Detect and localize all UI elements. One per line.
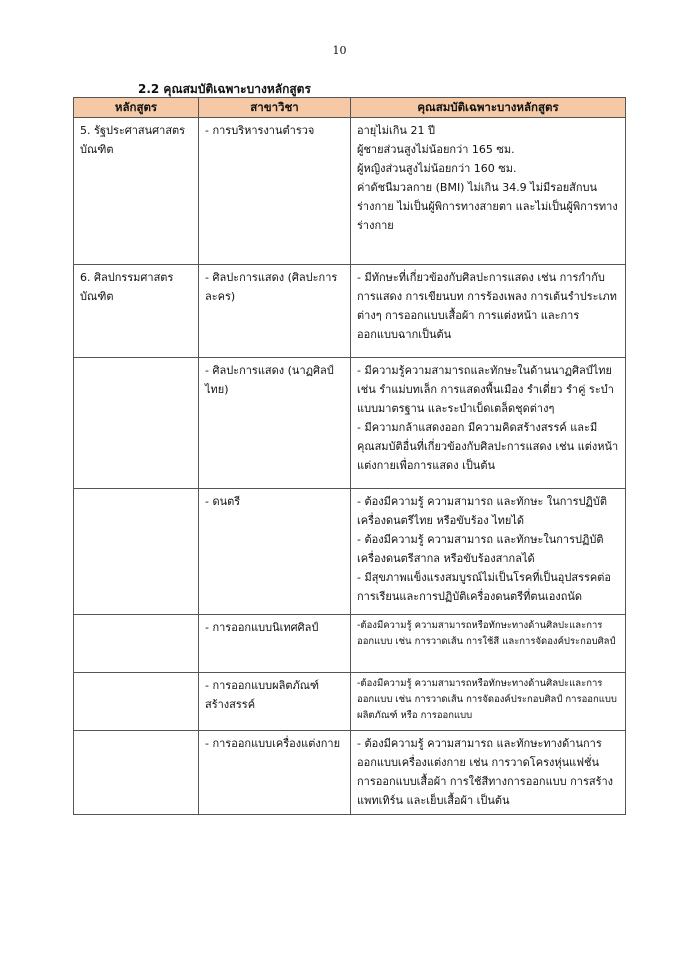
qualifications-table (73, 97, 626, 815)
criteria-cell (351, 489, 626, 615)
program-cell (74, 673, 199, 731)
criteria-cell (351, 673, 626, 731)
criteria-line: - ต้องมีความรู้ ความสามารถ และทักษะทางด้านการออกแบบเครื่องแต่งกาย เช่น การวาดโครงหุ่นแฟชั่น การออกแบบเสื้อผ้า การใช้สีทางการออกแบบ การสร้างแพทเทิร์น และเย็บเสื้อผ้า เป็นต้น (357, 737, 614, 807)
table-row (74, 615, 626, 673)
criteria-line: - ต้องมีความรู้ ความสามารถ และทักษะ ในการปฏิบัติเครื่องดนตรีไทย หรือขับร้อง ไทยได้ (357, 495, 607, 527)
criteria-cell (351, 615, 626, 673)
table-row (74, 489, 626, 615)
program-cell (74, 615, 199, 673)
table-header-row (74, 98, 626, 118)
header-major: สาขาวิชา (199, 98, 351, 118)
header-program: หลักสูตร (74, 98, 199, 118)
criteria-line: - มีความรู้ความสามารถและทักษะในด้านนาฏศิลป์ไทย เช่น รำแม่บทเล็ก การแสดงพื้นเมือง รำเดี่ยว รำคู่ ระบำแบบมาตรฐาน และระบำเบ็ดเตล็ดชุดต่างๆ (357, 364, 614, 415)
criteria-cell (351, 118, 626, 265)
table-row (74, 118, 626, 265)
major-cell: - การออกแบบเครื่องแต่งกาย (199, 731, 351, 815)
table-row (74, 265, 626, 358)
criteria-line: - มีความกล้าแสดงออก มีความคิดสร้างสรรค์ และมีคุณสมบัติอื่นที่เกี่ยวข้องกับศิลปะการแสดง เช่น แต่งหน้า แต่งกายเพื่อการแสดง เป็นต้น (357, 421, 619, 472)
criteria-cell (351, 731, 626, 815)
criteria-line: ผู้ชายส่วนสูงไม่น้อยกว่า 165 ซม. (357, 143, 515, 156)
major-cell: - ศิลปะการแสดง (นาฏศิลป์ไทย) (199, 358, 351, 489)
program-cell (74, 731, 199, 815)
criteria-cell (351, 265, 626, 358)
major-cell: - ศิลปะการแสดง (ศิลปะการละคร) (199, 265, 351, 358)
criteria-line: ผู้หญิงส่วนสูงไม่น้อยกว่า 160 ซม. (357, 162, 517, 175)
major-cell: - การออกแบบผลิตภัณฑ์สร้างสรรค์ (199, 673, 351, 731)
criteria-line: - มีสุขภาพแข็งแรงสมบูรณ์ไม่เป็นโรคที่เป็นอุปสรรคต่อการเรียนและการปฏิบัติเครื่องดนตรีที่ตนเองถนัด (357, 571, 611, 603)
table-row (74, 358, 626, 489)
table-row (74, 673, 626, 731)
major-cell: - การบริหารงานตำรวจ (199, 118, 351, 265)
major-cell: - ดนตรี (199, 489, 351, 615)
program-cell: 5. รัฐประศาสนศาสตรบัณฑิต (74, 118, 199, 265)
criteria-line: ค่าดัชนีมวลกาย (BMI) ไม่เกิน 34.9 ไม่มีรอยสักบนร่างกาย ไม่เป็นผู้พิการทางสายตา และไม่เป็นผู้พิการทางร่างกาย (357, 181, 618, 232)
major-cell: - การออกแบบนิเทศศิลป์ (199, 615, 351, 673)
criteria-line: อายุไม่เกิน 21 ปี (357, 124, 435, 137)
table-row (74, 731, 626, 815)
program-cell (74, 489, 199, 615)
program-cell (74, 358, 199, 489)
criteria-line: -ต้องมีความรู้ ความสามารถหรือทักษะทางด้านศิลปะและการออกแบบ เช่น การวาดเส้น การใช้สี และการจัดองค์ประกอบศิลป์ (357, 620, 616, 647)
header-criteria: คุณสมบัติเฉพาะบางหลักสูตร (351, 98, 626, 118)
program-cell: 6. ศิลปกรรมศาสตรบัณฑิต (74, 265, 199, 358)
criteria-line: -ต้องมีความรู้ ความสามารถหรือทักษะทางด้านศิลปะและการออกแบบ เช่น การวาดเส้น การจัดองค์ประกอบศิลป์ การออกแบบผลิตภัณฑ์ หรือ การออกแบบ (357, 678, 617, 721)
page-number: 10 (332, 44, 347, 57)
criteria-cell (351, 358, 626, 489)
criteria-line: - มีทักษะที่เกี่ยวข้องกับศิลปะการแสดง เช่น การกำกับการแสดง การเขียนบท การร้องเพลง การเต้นรำประเภทต่างๆ การออกแบบเสื้อผ้า การแต่งหน้า และการออกแบบฉากเป็นต้น (357, 271, 617, 341)
criteria-line: - ต้องมีความรู้ ความสามารถ และทักษะในการปฏิบัติเครื่องดนตรีสากล หรือขับร้องสากลได้ (357, 533, 604, 565)
section-title: 2.2 คุณสมบัติเฉพาะบางหลักสูตร (138, 82, 311, 96)
